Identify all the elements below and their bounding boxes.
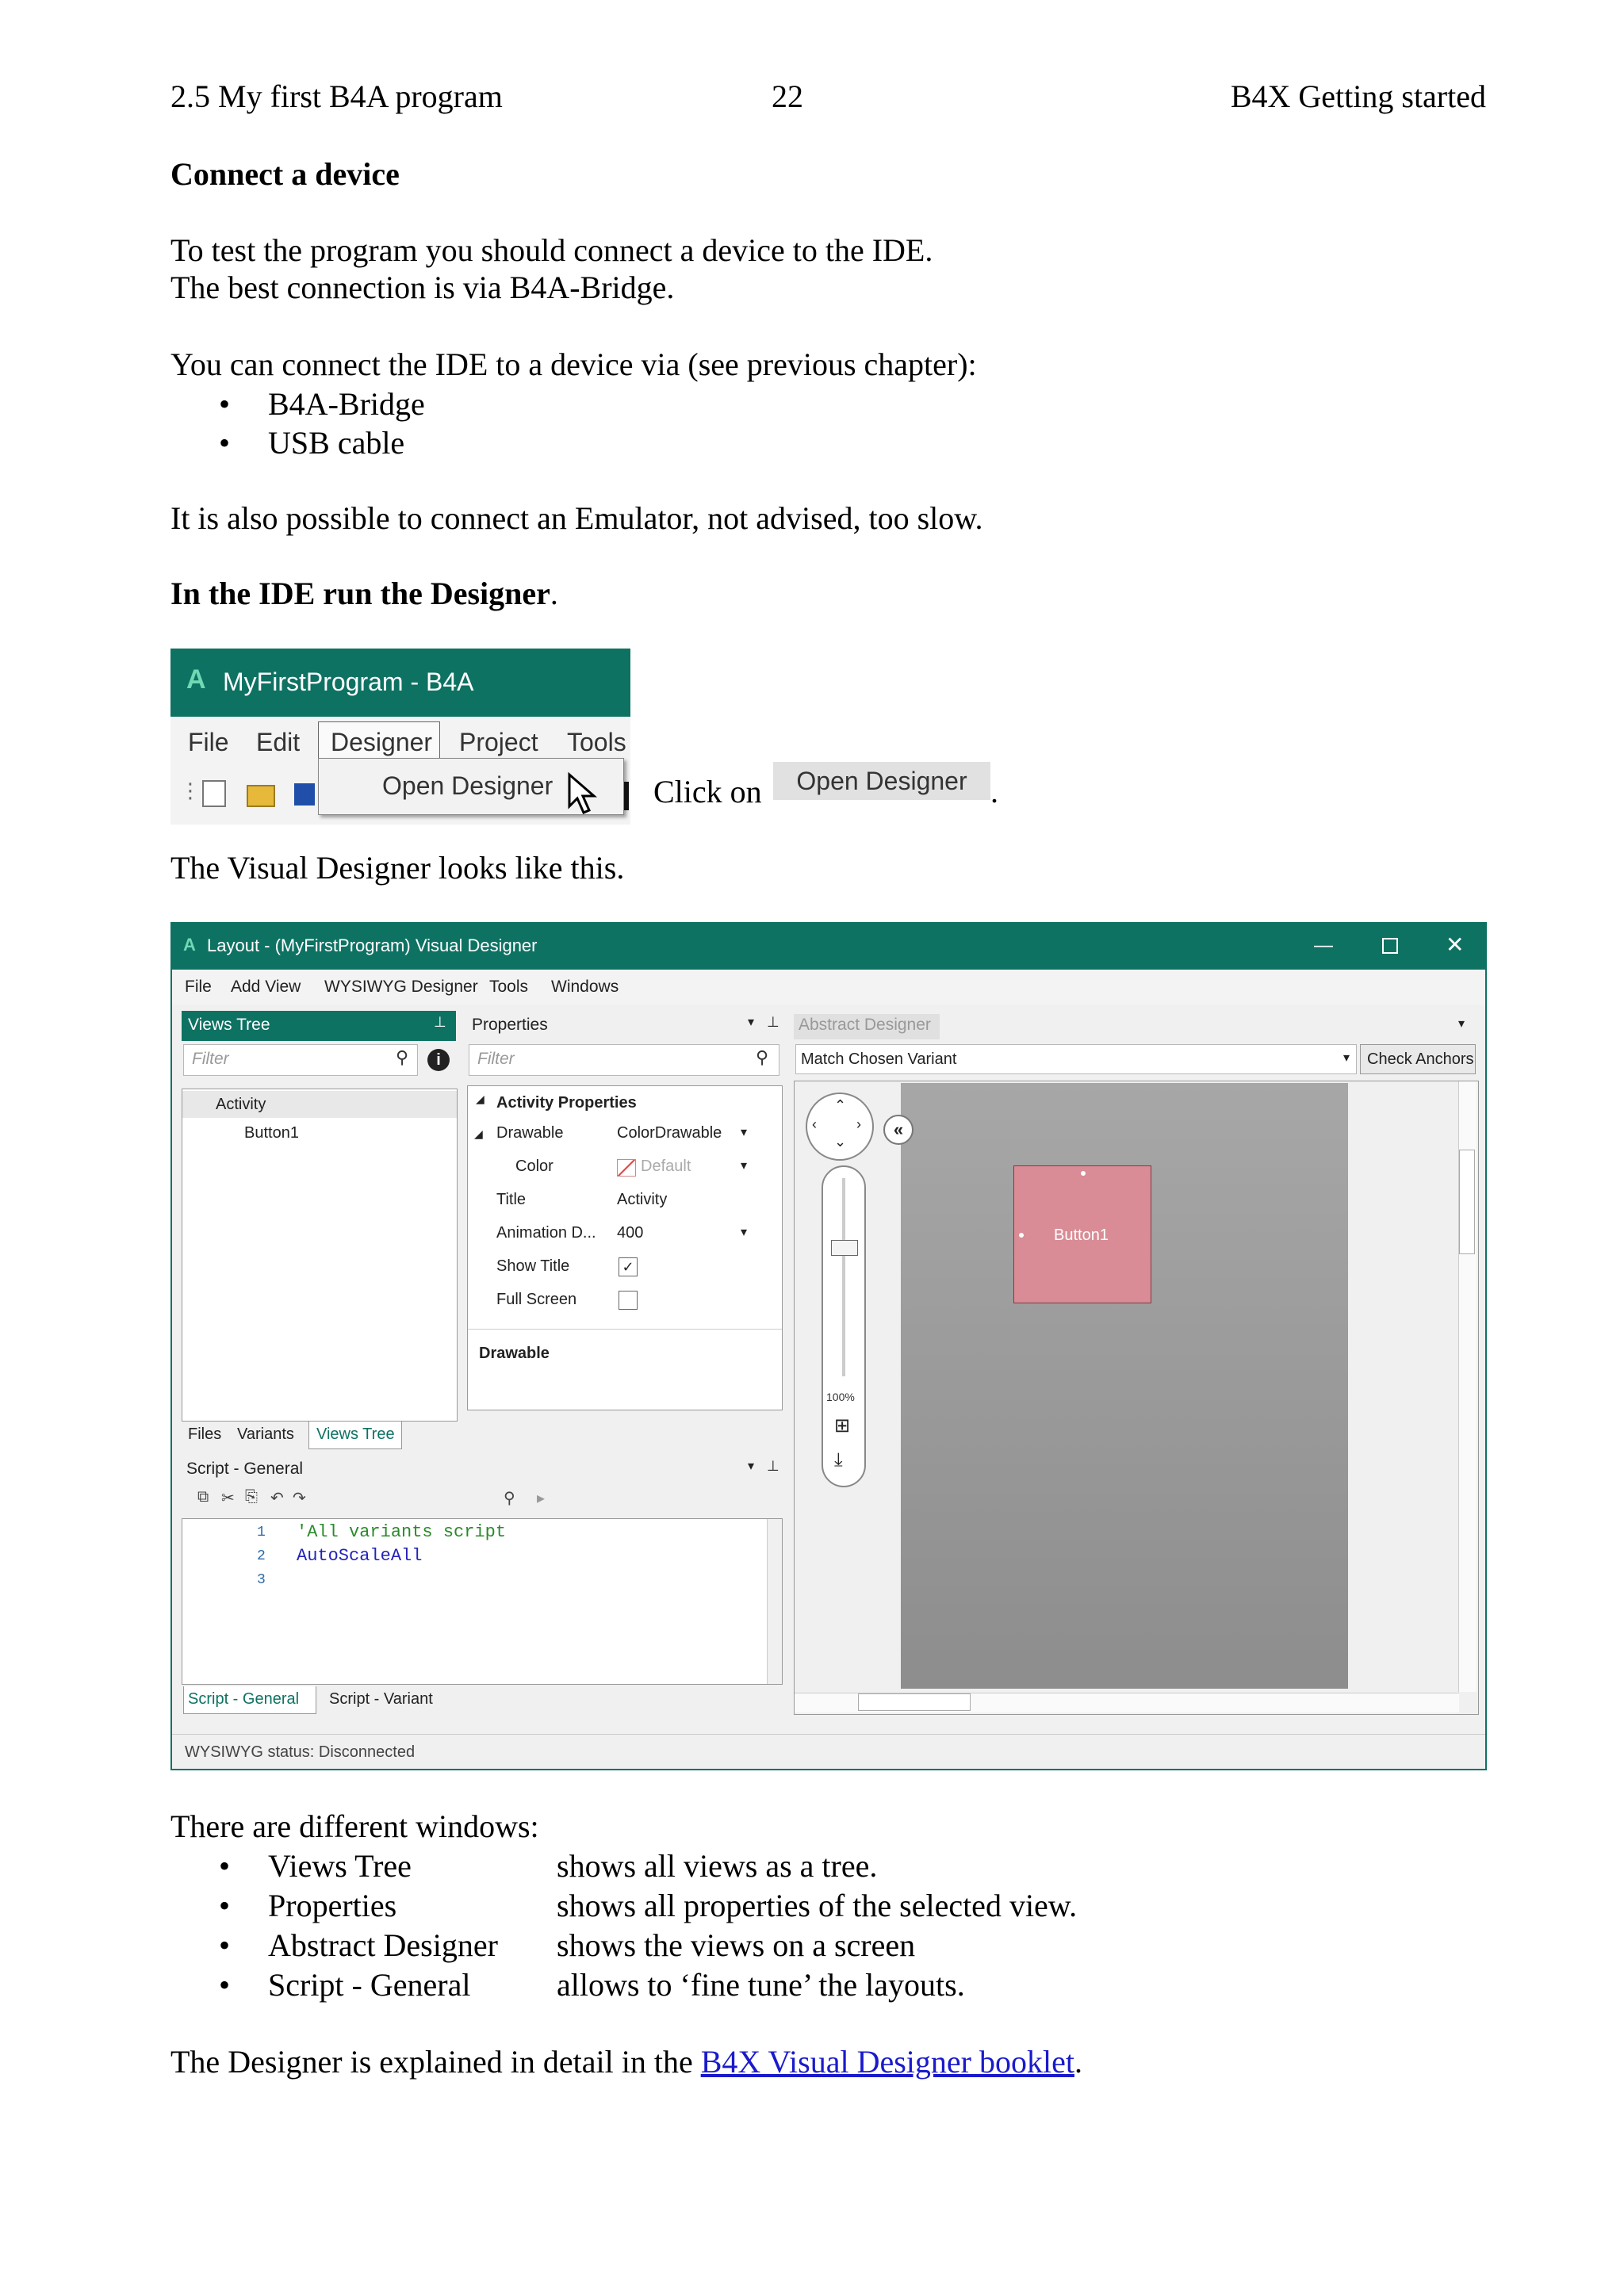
wysiwyg-status: WYSIWYG status: Disconnected xyxy=(185,1743,416,1761)
copy-icon[interactable]: ⧉ xyxy=(197,1488,209,1506)
header-book-title: B4X Getting started xyxy=(1230,78,1486,114)
visual-designer-window xyxy=(170,922,1487,1770)
script-scrollbar[interactable] xyxy=(767,1519,782,1684)
line-number: 1 xyxy=(257,1525,266,1540)
window-desc-script-general: allows to ‘fine tune’ the layouts. xyxy=(557,1967,965,2003)
show-title-checkbox[interactable]: ✓ xyxy=(619,1257,638,1276)
window-name-script-general: Script - General xyxy=(268,1967,471,2003)
tab-views-tree[interactable]: Views Tree xyxy=(316,1425,395,1443)
prop-name-full-screen: Full Screen xyxy=(496,1291,577,1308)
arrow-right-icon[interactable]: › xyxy=(856,1116,861,1132)
script-editor[interactable] xyxy=(182,1518,783,1685)
full-screen-checkbox[interactable] xyxy=(619,1291,638,1310)
pin-icon[interactable]: ⊥ xyxy=(767,1458,779,1474)
zoom-slider-track xyxy=(842,1178,845,1376)
toolbar-separator xyxy=(624,782,629,810)
vertical-scrollbar-thumb[interactable] xyxy=(1459,1150,1475,1254)
abstract-title: Abstract Designer xyxy=(799,1016,931,1034)
variant-select[interactable] xyxy=(795,1044,1357,1074)
prop-value-title[interactable]: Activity xyxy=(617,1191,668,1208)
chevron-down-icon[interactable]: ▾ xyxy=(748,1016,755,1029)
script-line-2: AutoScaleAll xyxy=(297,1546,423,1566)
variant-select-value: Match Chosen Variant xyxy=(801,1050,957,1068)
prop-value-drawable[interactable]: ColorDrawable xyxy=(617,1124,722,1142)
properties-filter[interactable]: Filter xyxy=(469,1044,779,1076)
check-anchors-label: Check Anchors xyxy=(1367,1050,1474,1068)
b4a-logo-icon: A xyxy=(186,664,206,695)
zoom-slider-thumb[interactable] xyxy=(831,1240,858,1256)
click-on-period: . xyxy=(990,774,998,809)
paste-icon[interactable]: ⎘ xyxy=(245,1488,258,1506)
bullet-dot: • xyxy=(219,1967,231,2003)
prop-value-color[interactable]: Default xyxy=(641,1158,691,1175)
menu-file[interactable]: File xyxy=(188,728,229,756)
arrow-down-icon[interactable]: ⌄ xyxy=(834,1134,847,1150)
tree-item-activity-row[interactable] xyxy=(182,1091,457,1118)
menu-screenshot xyxy=(170,649,630,825)
tab-script-general[interactable]: Script - General xyxy=(188,1690,300,1708)
connect-intro: You can connect the IDE to a device via (see previous chapter): xyxy=(170,346,977,382)
prop-name-title: Title xyxy=(496,1191,527,1208)
click-on-text: Click on xyxy=(653,774,762,809)
script-title: Script - General xyxy=(186,1460,304,1478)
designer-menubar xyxy=(172,970,1485,1004)
property-description-title: Drawable xyxy=(479,1345,550,1362)
prop-value-animation[interactable]: 400 xyxy=(617,1224,644,1242)
chevron-down-icon[interactable]: ▾ xyxy=(748,1460,755,1473)
search-icon: ⚲ xyxy=(396,1047,409,1067)
designer-booklet-sentence xyxy=(170,2043,1082,2081)
designer-dropdown xyxy=(318,758,624,815)
visual-designer-booklet-link[interactable]: B4X Visual Designer booklet xyxy=(700,2044,1074,2080)
tree-item-activity[interactable]: Activity xyxy=(216,1096,266,1113)
anchor-dot xyxy=(1019,1233,1024,1238)
footer-text-before: The Designer is explained in detail in the xyxy=(170,2044,701,2080)
horizontal-scrollbar-thumb[interactable] xyxy=(858,1693,971,1711)
cut-icon[interactable]: ✂ xyxy=(221,1490,235,1507)
chevron-down-icon[interactable]: ▾ xyxy=(741,1226,748,1239)
window-desc-abstract-designer: shows the views on a screen xyxy=(557,1927,916,1963)
arrow-left-icon[interactable]: ‹ xyxy=(812,1116,817,1132)
windows-intro: There are different windows: xyxy=(170,1808,539,1844)
open-folder-icon[interactable] xyxy=(247,785,275,807)
bullet-dot: • xyxy=(219,425,231,461)
views-tree-header xyxy=(182,1011,456,1041)
menu-file[interactable]: File xyxy=(185,978,212,996)
window-desc-properties: shows all properties of the selected view. xyxy=(557,1888,1078,1923)
tab-variants[interactable]: Variants xyxy=(237,1425,294,1443)
menu-edit[interactable]: Edit xyxy=(256,728,301,756)
maximize-icon[interactable] xyxy=(1382,938,1398,954)
menu-wysiwyg[interactable]: WYSIWYG Designer xyxy=(324,978,478,996)
minimize-icon[interactable]: — xyxy=(1314,935,1333,956)
anchor-dot xyxy=(1081,1171,1086,1176)
footer-text-after: . xyxy=(1074,2044,1082,2080)
bullet-dot: • xyxy=(219,1927,231,1963)
window-name-abstract-designer: Abstract Designer xyxy=(268,1927,498,1963)
properties-header xyxy=(467,1011,784,1041)
abstract-designer-panel xyxy=(794,1081,1479,1715)
open-designer-button-label: Open Designer xyxy=(796,767,967,795)
button1-label: Button1 xyxy=(1054,1226,1109,1244)
line-number: 3 xyxy=(257,1572,266,1588)
tab-files[interactable]: Files xyxy=(188,1425,222,1443)
designer-statusbar xyxy=(172,1734,1485,1770)
window-name-views-tree: Views Tree xyxy=(268,1848,412,1884)
pin-icon[interactable]: ⊥ xyxy=(434,1014,446,1030)
designer-titlebar xyxy=(172,924,1485,970)
info-icon[interactable]: i xyxy=(427,1049,450,1071)
script-header xyxy=(182,1455,784,1483)
connect-line-1: To test the program you should connect a device to the IDE. xyxy=(170,232,933,268)
menu-windows[interactable]: Windows xyxy=(551,978,619,996)
open-designer-button-image xyxy=(773,762,990,800)
connect-bullet-1: B4A-Bridge xyxy=(268,386,425,422)
script-line-1: 'All variants script xyxy=(297,1522,507,1542)
undo-icon[interactable]: ↶ xyxy=(270,1490,284,1507)
fit-screen-icon[interactable]: ⊞ xyxy=(834,1415,851,1437)
open-designer-menu-item[interactable]: Open Designer xyxy=(382,771,553,800)
run-icon[interactable]: ▸ xyxy=(537,1490,546,1507)
mouse-cursor-icon xyxy=(566,771,598,816)
tab-script-variant[interactable]: Script - Variant xyxy=(329,1690,433,1708)
menu-designer[interactable]: Designer xyxy=(331,728,433,756)
menu-add-view[interactable]: Add View xyxy=(231,978,301,996)
arrow-up-icon[interactable]: ⌃ xyxy=(834,1097,847,1113)
connect-bullet-2: USB cable xyxy=(268,425,405,461)
run-designer-line xyxy=(170,575,558,613)
chevron-down-icon: ▾ xyxy=(1342,1051,1350,1065)
abstract-header xyxy=(794,1011,1484,1041)
connect-heading: Connect a device xyxy=(170,156,400,192)
connect-line-2: The best connection is via B4A-Bridge. xyxy=(170,270,675,305)
expand-icon[interactable]: ◢ xyxy=(476,1093,485,1105)
window-name-properties: Properties xyxy=(268,1888,397,1923)
properties-divider xyxy=(468,1329,782,1330)
expand-icon[interactable]: ◢ xyxy=(474,1127,483,1140)
pan-control[interactable] xyxy=(806,1093,874,1161)
redo-icon[interactable]: ↷ xyxy=(293,1490,306,1507)
collapse-toolbox-button[interactable]: « xyxy=(883,1115,914,1145)
menu-tools[interactable]: Tools xyxy=(489,978,529,996)
no-color-icon xyxy=(617,1159,636,1177)
views-tree-title: Views Tree xyxy=(188,1016,270,1034)
bullet-dot: • xyxy=(219,1888,231,1923)
activity-properties-section: Activity Properties xyxy=(496,1094,637,1112)
page-number: 22 xyxy=(772,78,803,114)
views-tree-filter[interactable]: Filter xyxy=(183,1044,418,1076)
zoom-level: 100% xyxy=(826,1391,855,1403)
download-icon[interactable]: ⤓ xyxy=(834,1449,843,1471)
designer-title: Layout - (MyFirstProgram) Visual Designer xyxy=(207,936,538,955)
bullet-dot: • xyxy=(219,386,231,422)
line-number: 2 xyxy=(257,1548,266,1564)
visual-designer-intro: The Visual Designer looks like this. xyxy=(170,850,625,886)
properties-title: Properties xyxy=(472,1016,548,1034)
run-heading: In the IDE run the Designer xyxy=(170,576,550,611)
check-anchors-button[interactable] xyxy=(1360,1044,1476,1074)
menu-shot-title: MyFirstProgram - B4A xyxy=(223,668,474,696)
b4a-logo-icon: A xyxy=(183,935,196,955)
save-icon[interactable] xyxy=(294,783,315,806)
prop-name-drawable: Drawable xyxy=(496,1124,564,1142)
script-toolbar xyxy=(182,1487,784,1513)
prop-name-show-title: Show Title xyxy=(496,1257,570,1275)
properties-panel xyxy=(467,1085,783,1410)
chevron-down-icon[interactable]: ▾ xyxy=(741,1159,748,1173)
views-tree-panel xyxy=(182,1089,458,1422)
toolbar-grip-icon: ⋮ xyxy=(180,779,201,802)
run-period: . xyxy=(550,576,558,611)
pin-icon[interactable]: ⊥ xyxy=(767,1014,779,1030)
close-icon[interactable]: ✕ xyxy=(1446,932,1465,957)
script-tabs xyxy=(182,1686,784,1715)
chevron-down-icon[interactable]: ▾ xyxy=(1458,1017,1465,1031)
menu-tools[interactable]: Tools xyxy=(567,728,626,756)
prop-name-animation: Animation D... xyxy=(496,1224,596,1242)
prop-name-color: Color xyxy=(515,1158,553,1175)
window-desc-views-tree: shows all views as a tree. xyxy=(557,1848,878,1884)
views-tree-tabs xyxy=(182,1422,458,1450)
bullet-dot: • xyxy=(219,1848,231,1884)
search-icon: ⚲ xyxy=(756,1047,769,1067)
chevron-down-icon[interactable]: ▾ xyxy=(741,1126,748,1139)
find-icon[interactable]: ⚲ xyxy=(504,1490,515,1507)
tree-item-button1[interactable]: Button1 xyxy=(244,1124,299,1142)
button1-view[interactable] xyxy=(1013,1165,1151,1303)
emulator-note: It is also possible to connect an Emulator, not advised, too slow. xyxy=(170,500,983,536)
menu-shot-titlebar xyxy=(170,649,630,717)
zoom-control xyxy=(822,1165,866,1487)
new-file-icon[interactable] xyxy=(202,780,226,807)
header-section: 2.5 My first B4A program xyxy=(170,78,503,114)
menu-project[interactable]: Project xyxy=(459,728,538,756)
